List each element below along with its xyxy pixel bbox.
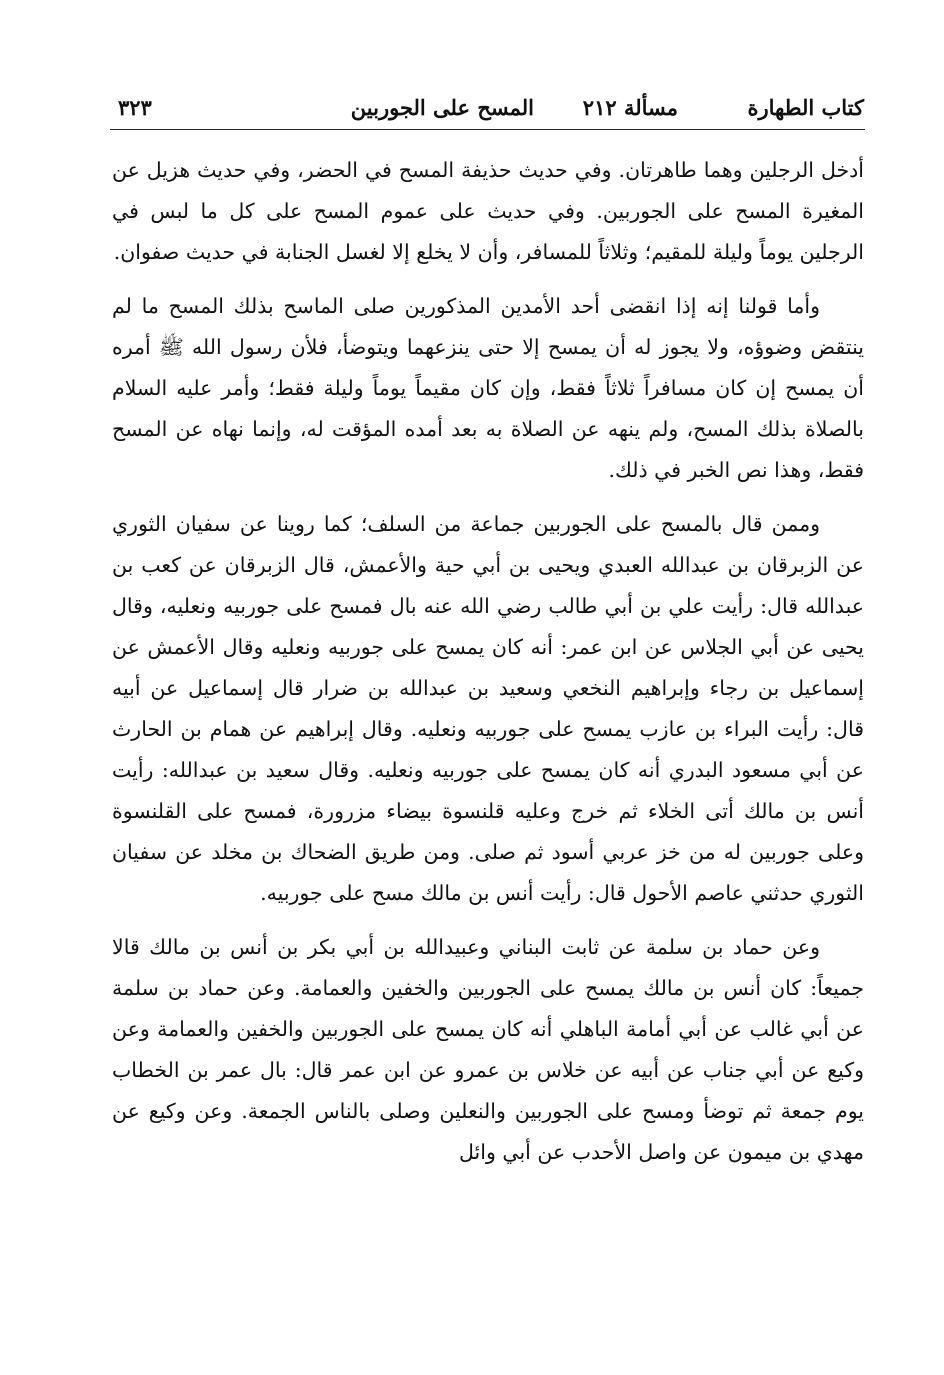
paragraph-gap [112, 491, 864, 504]
book-title: كتاب الطهارة [747, 95, 864, 120]
page-header [112, 90, 864, 126]
paragraph-gap [112, 914, 864, 927]
header-divider [110, 129, 865, 130]
issue-title: المسح على الجوربين [350, 95, 534, 120]
issue-number: مسألة ٢١٢ [582, 95, 678, 120]
page-body [112, 150, 864, 1173]
paragraph-4: وعن حماد بن سلمة عن ثابت البناني وعبيدالله بن أبي بكر بن أنس بن مالك قالا جميعاً: كان أنس بن مالك يمسح على الجوربين والخفين والعمامة. وعن حماد بن سلمة عن أبي غالب عن أبي أمامة الباهلي أنه كان يمسح على الجوربين والخفين والعمامة وعن وكيع عن أبي جناب عن أبيه عن خلاس بن عمرو عن ابن عمر قال: بال عمر بن الخطاب يوم جمعة ثم توضأ ومسح على الجوربين والنعلين وصلى بالناس الجمعة. وعن وكيع عن مهدي بن ميمون عن واصل الأحدب عن أبي وائل [112, 935, 864, 1164]
paragraph-2: وأما قولنا إنه إذا انقضى أحد الأمدين المذكورين صلى الماسح بذلك المسح ما لم ينتقض وضوؤه، ولا يجوز له أن يمسح إلا حتى ينزعهما ويتوضأ، فلأن رسول الله ﷺ أمره أن يمسح إن كان مسافراً ثلاثاً فقط، وإن كان مقيماً يوماً وليلة فقط؛ وأمر عليه السلام بالصلاة بذلك المسح، ولم ينهه عن الصلاة به بعد أمده المؤقت له، وإنما نهاه عن المسح فقط، وهذا نص الخبر في ذلك. [112, 294, 864, 482]
paragraph-1: أدخل الرجلين وهما طاهرتان. وفي حديث حذيفة المسح في الحضر، وفي حديث هزيل عن المغيرة المسح على الجوربين. وفي حديث على عموم المسح على كل ما لبس في الرجلين يوماً وليلة للمقيم؛ وثلاثاً للمسافر، وأن لا يخلع إلا لغسل الجنابة في حديث صفوان. [112, 158, 864, 264]
paragraph-gap [112, 273, 864, 286]
paragraph-3: وممن قال بالمسح على الجوربين جماعة من السلف؛ كما روينا عن سفيان الثوري عن الزبرقان بن عبدالله العبدي ويحيى بن أبي حية والأعمش، قال الزبرقان عن كعب بن عبدالله قال: رأيت علي بن أبي طالب رضي الله عنه بال فمسح على جوربيه ونعليه، وقال يحيى عن أبي الجلاس عن ابن عمر: أنه كان يمسح على جوربيه ونعليه وقال الأعمش عن إسماعيل بن رجاء وإبراهيم النخعي وسعيد بن عبدالله بن ضرار قال إسماعيل عن أبيه قال: رأيت البراء بن عازب يمسح على جوربيه ونعليه. وقال إبراهيم عن همام بن الحارث عن أبي مسعود البدري أنه كان يمسح على جوربيه ونعليه. وقال سعيد بن عبدالله: رأيت أنس بن مالك أتى الخلاء ثم خرج وعليه قلنسوة بيضاء مزرورة، فمسح على القلنسوة وعلى جوربين له من خز عربي أسود ثم صلى. ومن طريق الضحاك بن مخلد عن سفيان الثوري حدثني عاصم الأحول قال: رأيت أنس بن مالك مسح على جوربيه. [112, 512, 864, 905]
page-number: ٣٢٣ [118, 95, 152, 120]
